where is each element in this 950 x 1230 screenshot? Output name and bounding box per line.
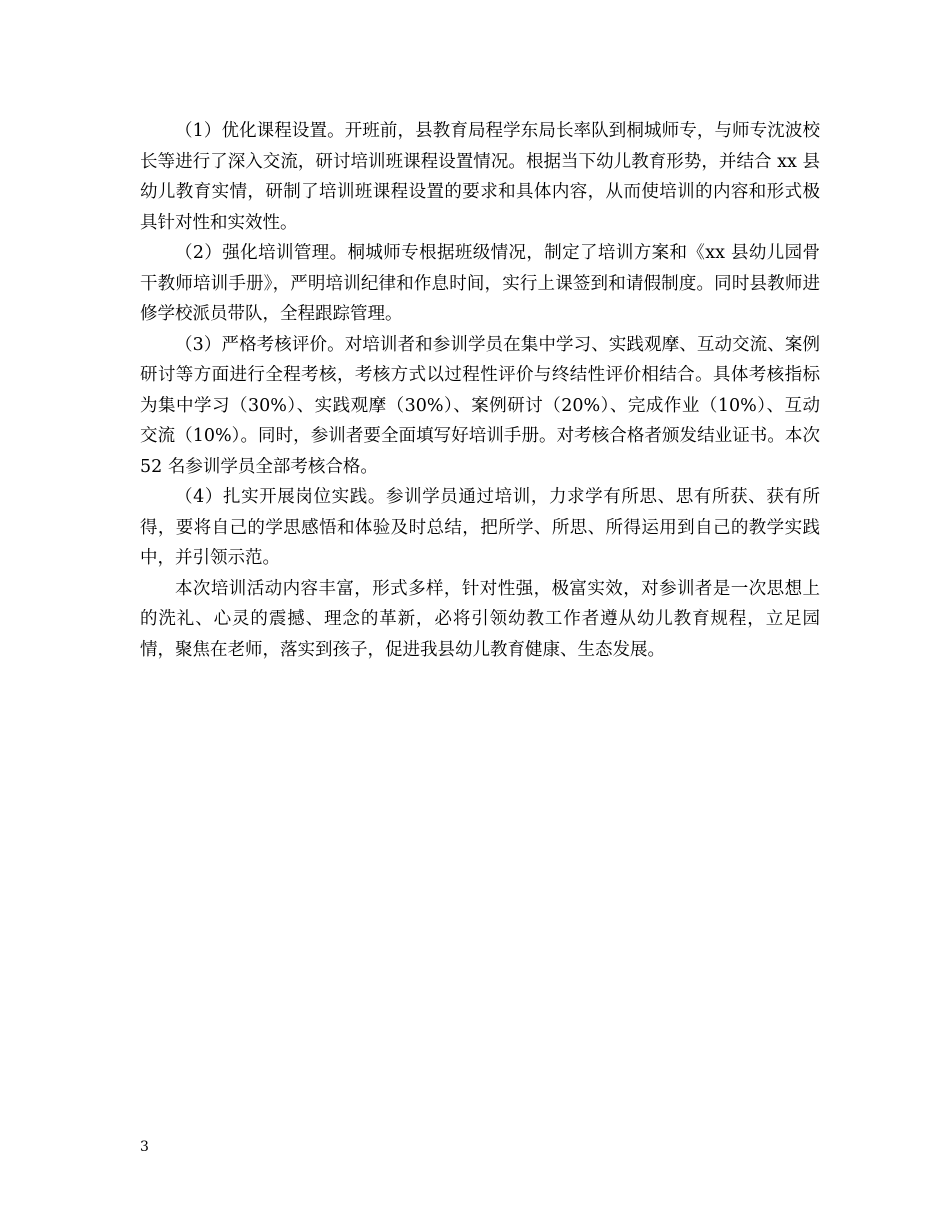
paragraph-course-setup: （1）优化课程设置。开班前，县教育局程学东局长率队到桐城师专，与师专沈波校长等进行了深入交流，研讨培训班课程设置情况。根据当下幼儿教育形势，并结合 xx 县幼儿教育实情，研制了培训班课程设置的要求和具体内容，从而使培训的内容和形式极具针对性和实效性。: [140, 121, 820, 233]
paragraph-assessment: （3）严格考核评价。对培训者和参训学员在集中学习、实践观摩、互动交流、案例研讨等方面进行全程考核，考核方式以过程性评价与终结性评价相结合。具体考核指标为集中学习（30%）、实践观摩（30%）、案例研讨（20%）、完成作业（10%）、互动交流（10%）。同时，参训者要全面填写好培训手册。对考核合格者颁发结业证书。本次 52 名参训学员全部考核合格。: [140, 334, 820, 477]
paragraph-training-management: （2）强化培训管理。桐城师专根据班级情况，制定了培训方案和《xx 县幼儿园骨干教师培训手册》，严明培训纪律和作息时间，实行上课签到和请假制度。同时县教师进修学校派员带队，全程跟踪管理。: [140, 243, 820, 324]
page-number: 3: [140, 1139, 149, 1155]
document-body: [140, 116, 820, 665]
paragraph-post-practice: （4）扎实开展岗位实践。参训学员通过培训，力求学有所思、思有所获、获有所得，要将自己的学思感悟和体验及时总结，把所学、所思、所得运用到自己的教学实践中，并引领示范。: [140, 487, 820, 568]
paragraph-summary: 本次培训活动内容丰富，形式多样，针对性强，极富实效，对参训者是一次思想上的洗礼、心灵的震撼、理念的革新，必将引领幼教工作者遵从幼儿教育规程，立足园情，聚焦在老师，落实到孩子，促进我县幼儿教育健康、生态发展。: [140, 578, 820, 660]
